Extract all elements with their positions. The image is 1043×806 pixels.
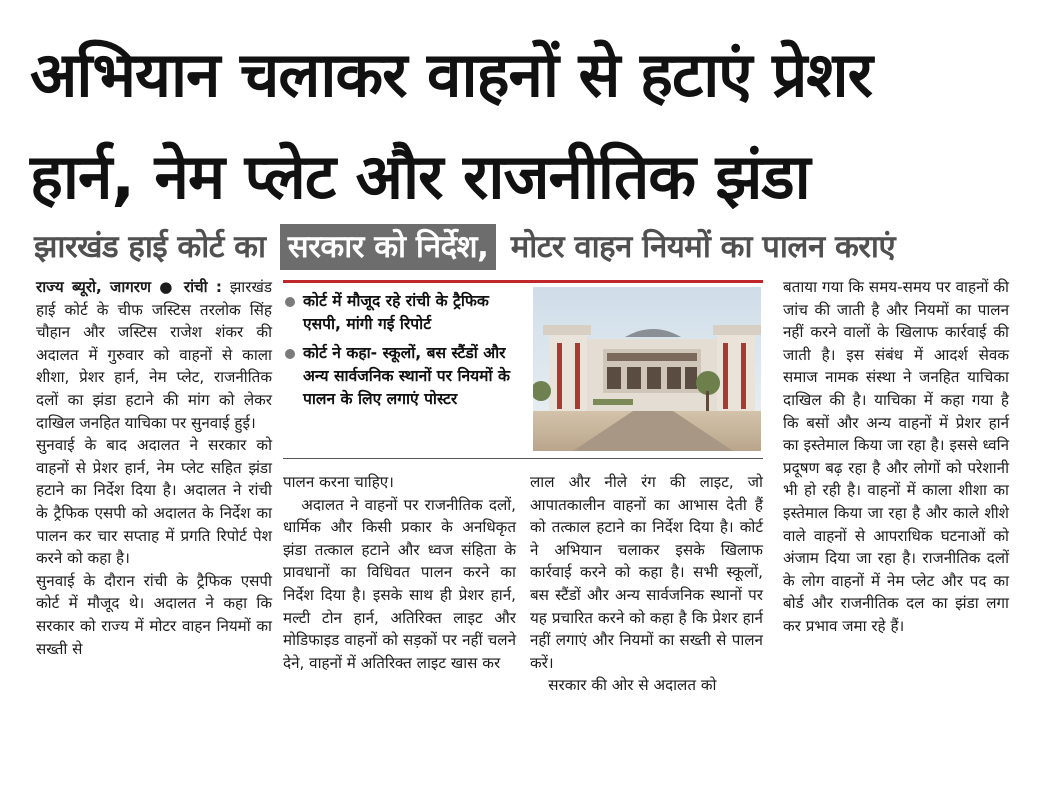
article-column-1 [36, 276, 272, 660]
headline-line-2: हार्न, नेम प्लेट और राजनीतिक झंडा [30, 140, 810, 213]
subheadline-prefix: झारखंड हाई कोर्ट का [34, 229, 266, 265]
paragraph: सुनवाई के दौरान रांची के ट्रैफिक एसपी कोर्ट में मौजूद थे। अदालत ने कहा कि सरकार को राज्य में मोटर वाहन नियमों का सख्ती से [36, 571, 272, 658]
subheadline [34, 222, 1009, 272]
highlight-item [283, 342, 523, 411]
paragraph: अदालत ने वाहनों पर राजनीतिक दलों, धार्मिक और किसी प्रकार के अनधिकृत झंडा तत्काल हटाने और ध्वज संहिता के प्रावधानों का विधिवत पालन करने का निर्देश दिया है। इसके साथ ही प्रेशर हार्न, मल्टी टोन हार्न, अतिरिक्त लाइट और मोडिफाइड वाहनों को सड़कों पर नहीं चलने देने, वाहनों में अतिरिक्त लाइट खास कर [283, 495, 516, 672]
section-rule [283, 280, 763, 283]
subheadline-suffix: मोटर वाहन नियमों का पालन कराएं [510, 229, 896, 265]
highlights-box [283, 290, 523, 417]
subheadline-highlight: सरकार को निर्देश, [280, 224, 497, 270]
article-column-4 [783, 276, 1009, 638]
highlight-item [283, 290, 523, 336]
paragraph: झारखंड हाई कोर्ट के चीफ जस्टिस तरलोक सिंह चौहान और जस्टिस राजेश शंकर की अदालत में गुरुवार को वाहनों से काला शीशा, प्रेशर हार्न, नेम प्लेट, राजनीतिक दलों का झंडा हटाने की मांग को लेकर दाखिल जनहित याचिका पर सुनवाई हुई। [36, 278, 272, 432]
paragraph: बताया गया कि समय-समय पर वाहनों की जांच की जाती है और नियमों का पालन नहीं करने वालों के खिलाफ कार्रवाई की जाती है। इस संबंध में आदर्श सेवक समाज नामक संस्था ने जनहित याचिका दाखिल की है। याचिका में कहा गया है कि बसों और अन्य वाहनों में प्रेशर हार्न का इस्तेमाल किया जा रहा है। इससे ध्वनि प्रदूषण बढ़ रहा है और लोगों को परेशानी भी हो रही है। वाहनों में काला शीशा का इस्तेमाल किया जा रहा है और काले शीशे वाले वाहनों से आपराधिक घटनाओं को अंजाम दिया जा रहा है। राजनीतिक दलों के लोग वाहनों में नेम प्लेट और पद का बोर्ड और राजनीतिक दल का झंडा लगा कर प्रभाव जमा रहे हैं। [783, 278, 1009, 635]
article-column-3 [530, 471, 763, 697]
paragraph: सरकार की ओर से अदालत को [548, 676, 717, 695]
highlight-text: कोर्ट में मौजूद रहे रांची के ट्रैफिक एसपी, मांगी गई रिपोर्ट [303, 292, 489, 333]
section-divider [283, 458, 763, 459]
article-column-2 [283, 471, 516, 674]
bullet-icon [285, 349, 295, 359]
headline-line-1: अभियान चलाकर वाहनों से हटाएं प्रेशर [30, 38, 872, 111]
paragraph: सुनवाई के बाद अदालत ने सरकार को वाहनों से प्रेशर हार्न, नेम प्लेट सहित झंडा हटाने का निर्देश दिया है। अदालत ने रांची के ट्रैफिक एसपी को अदालत के निर्देश का पालन कर चार सप्ताह में प्रगति रिपोर्ट पेश करने को कहा है। [36, 436, 272, 568]
paragraph: पालन करना चाहिए। [283, 473, 394, 491]
paragraph: लाल और नीले रंग की लाइट, जो आपातकालीन वाहनों का आभास देती हैं को तत्काल हटाने का निर्देश दिया है। कोर्ट ने अभियान चलाकर इसके खिलाफ कार्रवाई करने को कहा है। सभी स्कूलों, बस स्टैंडों और अन्य सार्वजनिक स्थानों पर यह प्रचारित करने को कहा है कि प्रेशर हार्न नहीं लगाएं और नियमों का सख्ती से पालन करें। [530, 473, 763, 672]
highlight-text: कोर्ट ने कहा- स्कूलों, बस स्टैंडों और अन्य सार्वजनिक स्थानों पर नियमों के पालन के लिए लगाएं पोस्टर [303, 344, 510, 408]
byline: राज्य ब्यूरो, जागरण ● रांची : [36, 278, 222, 296]
bullet-icon [285, 297, 295, 307]
court-building-photo [533, 287, 761, 451]
